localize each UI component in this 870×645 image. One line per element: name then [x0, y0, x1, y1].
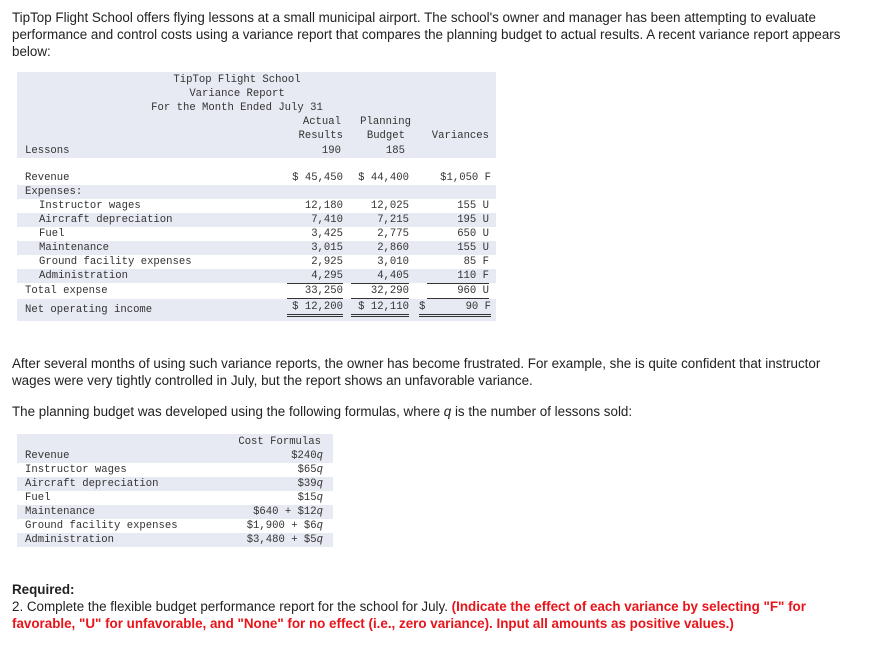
col-planning-header-2: Budget [366, 130, 405, 142]
expenses-heading-row [17, 185, 496, 199]
expense-planning: 4,405 [351, 269, 409, 284]
total-expense-planning: 32,290 [351, 284, 409, 299]
frustration-paragraph: After several months of using such variance reports, the owner has become frustrated. For example, she is quite confident that instructor wages were very tightly controlled in July, but the report shows an unfavorable variance. [12, 356, 821, 388]
total-expense-variance: 960 U [427, 284, 489, 299]
expense-planning: 12,025 [370, 200, 409, 212]
revenue-label: Revenue [25, 172, 70, 184]
noi-variance-dollar: $ [419, 300, 435, 317]
formula-label: Administration [25, 534, 115, 546]
total-expense-row [17, 284, 496, 298]
expense-actual: 7,410 [311, 214, 343, 226]
col-variances-header: Variances [431, 130, 489, 142]
revenue-variance: $1,050 F [427, 171, 491, 186]
expense-planning: 2,775 [377, 228, 409, 240]
formula-intro-text-a: The planning budget was developed using the following formulas, where [12, 404, 444, 419]
formula-value: $3,480 + $5q [246, 534, 323, 546]
total-expense-actual: 33,250 [287, 284, 343, 299]
formula-intro-text-b: is the number of lessons sold: [451, 404, 633, 419]
cost-formulas-header: Cost Formulas [238, 436, 321, 448]
formula-label: Maintenance [25, 506, 95, 518]
expense-planning: 3,010 [377, 256, 409, 268]
expense-row [17, 227, 496, 241]
report-period: For the Month Ended July 31 [151, 102, 323, 114]
revenue-row [17, 171, 496, 185]
revenue-actual: $ 45,450 [287, 171, 343, 186]
formula-value: $640 + $12q [253, 506, 323, 518]
expense-row [17, 241, 496, 255]
expense-row [17, 269, 496, 283]
noi-actual: $ 12,200 [287, 300, 343, 317]
required-instruction: (Indicate the effect of each variance by selecting "F" for favorable, "U" for unfavorable, and "None" for no effect (i.e., zero variance). Input all amounts as positive values.) [12, 599, 806, 631]
formula-label: Revenue [25, 450, 70, 462]
expense-variance: 195 U [457, 214, 489, 226]
expense-label: Fuel [39, 228, 65, 240]
expense-label: Administration [39, 270, 129, 282]
net-operating-income-row [17, 299, 496, 321]
formula-label: Instructor wages [25, 464, 127, 476]
expense-actual: 12,180 [304, 200, 343, 212]
expense-row [17, 213, 496, 227]
expense-variance: 650 U [457, 228, 489, 240]
col-planning-header-1: Planning [360, 116, 411, 128]
formula-label: Fuel [25, 492, 51, 504]
col-actual-header-2: Results [298, 130, 343, 142]
report-subtitle: Variance Report [189, 88, 285, 100]
revenue-planning: $ 44,400 [351, 171, 409, 186]
formula-row [17, 533, 333, 547]
formula-row [17, 491, 333, 505]
q-variable: q [443, 404, 452, 419]
expense-actual: 2,925 [311, 256, 343, 268]
formula-label: Ground facility expenses [25, 520, 178, 532]
formula-value: $65q [297, 464, 323, 476]
expense-variance: 155 U [457, 200, 489, 212]
required-text: 2. Complete the flexible budget performance report for the school for July. [12, 599, 452, 614]
required-section [12, 581, 862, 632]
expense-row [17, 199, 496, 213]
expense-actual: 4,295 [287, 269, 343, 284]
intro-paragraph: TipTop Flight School offers flying lessons at a small municipal airport. The school's owner and manager has been attempting to evaluate performance and control costs using a variance report that compares the planning budget to actual results. A recent variance report appears below: [12, 10, 841, 59]
required-heading: Required: [12, 582, 75, 597]
expense-actual: 3,015 [311, 242, 343, 254]
formula-row [17, 519, 333, 533]
expense-variance: 155 U [457, 242, 489, 254]
report-title: TipTop Flight School [173, 74, 301, 86]
expense-label: Instructor wages [39, 200, 141, 212]
formula-value: $39q [297, 478, 323, 490]
formula-value: $1,900 + $6q [246, 520, 323, 532]
lessons-row [17, 144, 496, 158]
expense-planning: 2,860 [377, 242, 409, 254]
expense-planning: 7,215 [377, 214, 409, 226]
noi-planning: $ 12,110 [351, 300, 409, 317]
expense-label: Ground facility expenses [39, 256, 192, 268]
lessons-planning: 185 [385, 145, 405, 157]
noi-variance: 90 F [435, 300, 491, 317]
formula-row [17, 449, 333, 463]
noi-label: Net operating income [25, 304, 153, 316]
expense-variance: 110 F [427, 269, 489, 284]
lessons-actual: 190 [321, 145, 341, 157]
expense-label: Maintenance [39, 242, 109, 254]
total-expense-label: Total expense [25, 285, 108, 297]
expense-label: Aircraft depreciation [39, 214, 173, 226]
formula-value: $15q [297, 492, 323, 504]
formula-row [17, 477, 333, 491]
formula-label: Aircraft depreciation [25, 478, 159, 490]
lessons-label: Lessons [25, 145, 70, 157]
formula-row [17, 463, 333, 477]
formula-value: $240q [291, 450, 323, 462]
expense-actual: 3,425 [311, 228, 343, 240]
expenses-label: Expenses: [25, 186, 83, 198]
expense-variance: 85 F [463, 256, 489, 268]
formula-row [17, 505, 333, 519]
col-actual-header-1: Actual [302, 116, 341, 128]
formula-intro-paragraph [12, 403, 862, 420]
expense-row [17, 255, 496, 269]
